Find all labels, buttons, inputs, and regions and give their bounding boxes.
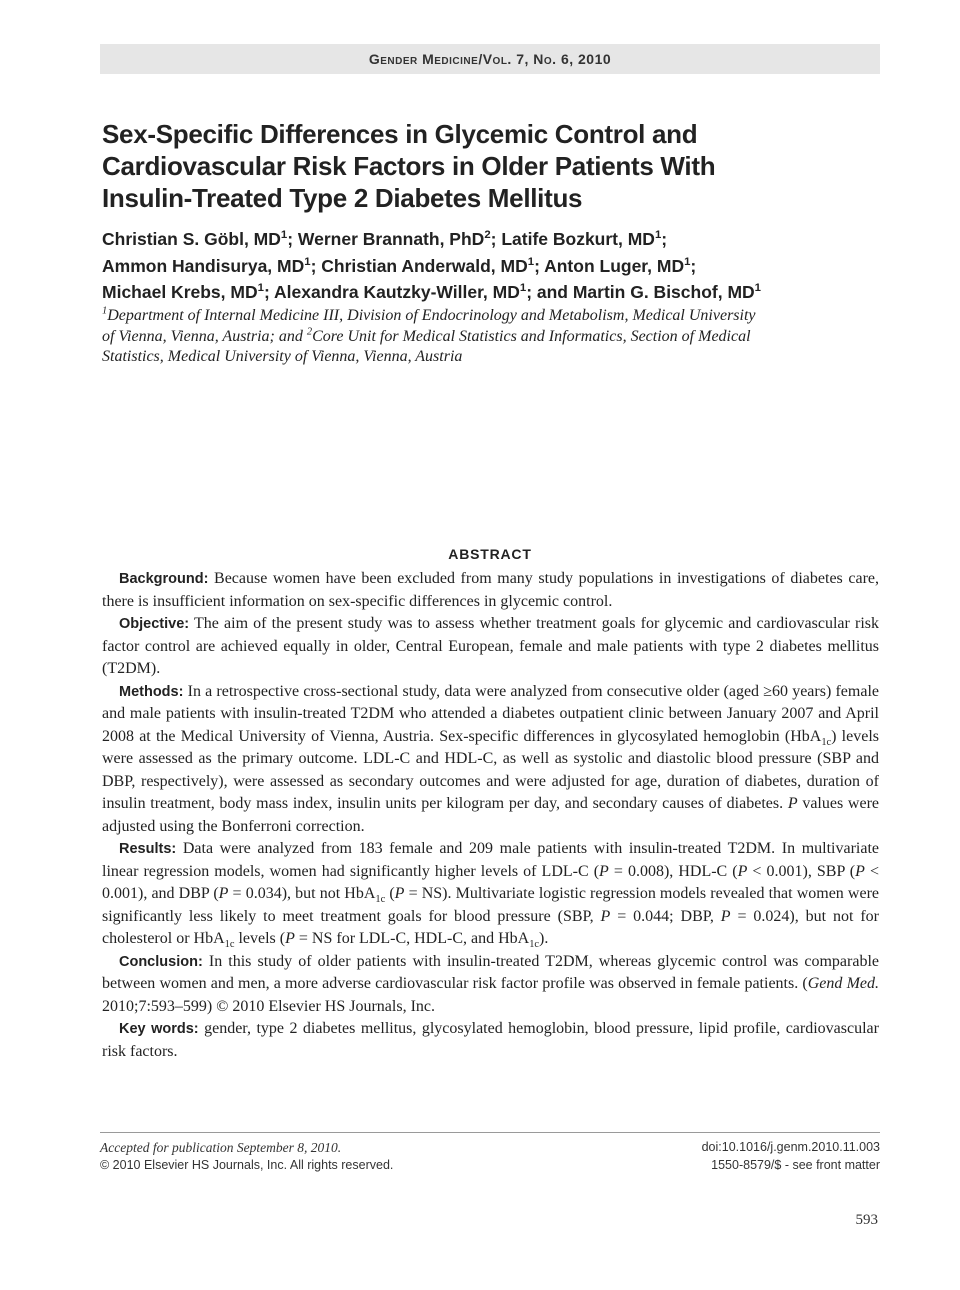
page-number: 593 (855, 1212, 878, 1228)
author-line (102, 279, 882, 306)
section-text: = NS). Multivariate logistic regression models revealed that women were significantly less likely to meet treatment goals for blood pressure (SBP, (102, 885, 879, 925)
footer-right (702, 1139, 880, 1174)
affiliations (102, 306, 862, 368)
subscript: 1c (529, 939, 540, 951)
affiliation-line (102, 327, 862, 348)
title-line: Insulin-Treated Type 2 Diabetes Mellitus (102, 183, 583, 213)
p-symbol: P (218, 885, 229, 902)
section-text: In a retrospective cross-sectional study, data were analyzed from consecutive older (aged ≥60 years) female and male patients with insulin-treated T2DM who attended a diabetes outpatient clinic between January 2007 and April 2008 at the Medical University of Vienna, Austria. Sex-specific differences in glycosylated hemoglobin (HbA (102, 682, 879, 745)
section-text: = NS for LDL-C, HDL-C, and HbA (294, 930, 530, 947)
section-text: = 0.044; DBP, (610, 907, 721, 925)
subscript: 1c (224, 939, 235, 951)
subscript: 1c (821, 736, 832, 748)
section-text: < 0.001), and DBP ( (102, 862, 879, 902)
affiliation-mark: 1 (754, 282, 761, 295)
affiliation-mark: 1 (684, 255, 691, 268)
author: ; Alexandra Kautzky-Willer, MD (263, 282, 520, 302)
journal-abbrev: Gend Med. (807, 975, 880, 992)
section-text: ). (539, 930, 549, 947)
affiliation-mark: 1 (102, 305, 108, 317)
author: Christian S. Göbl, MD (102, 229, 281, 249)
section-text: ( (385, 885, 395, 902)
section-text: Because women have been excluded from many study populations in investigations of diabetes care, there is insufficient information on sex-specific differences in glycemic control. (102, 570, 879, 610)
section-text: ) levels were assessed as the primary outcome. LDL-C and HDL-C, as well as systolic and diastolic blood pressure (SBP and DBP, respectively), were assessed as secondary outcomes and were adjusted for age, duration of diabetes, duration of insulin treatment, body mass index, insulin units per kilogram per day, and secondary causes of diabetes. (102, 727, 879, 812)
author: Michael Krebs, MD (102, 282, 258, 302)
affiliation-mark: 1 (527, 255, 535, 268)
accepted-date: Accepted for publication September 8, 2010. (100, 1140, 342, 1155)
section-label: Background: (119, 571, 209, 587)
separator: ; (690, 255, 697, 276)
affiliation-mark: 2 (484, 229, 491, 242)
section-text: Data were analyzed from 183 female and 209 male patients with insulin-treated T2DM. In multivariate linear regression models, women had significantly higher levels of LDL-C ( (102, 840, 880, 880)
author: ; Christian Anderwald, MD (310, 255, 528, 276)
p-symbol: P (600, 907, 611, 925)
author: ; Werner Brannath, PhD (287, 229, 485, 249)
section-text: = 0.008), HDL-C ( (608, 862, 738, 880)
section-label: Objective: (119, 616, 190, 632)
section-text: The aim of the present study was to assess whether treatment goals for glycemic and cardiovascular risk factor control are achieved equally in older, Central European, female and male patients with type 2 diabetes mellitus (T2DM). (102, 615, 879, 677)
copyright-notice: © 2010 Elsevier HS Journals, Inc. All rights reserved. (100, 1157, 394, 1172)
affiliation-mark: 1 (519, 282, 527, 295)
section-label: Key words: (119, 1021, 199, 1037)
separator: ; (661, 229, 668, 249)
affiliation-line (102, 306, 862, 327)
affiliation-text: Department of Internal Medicine III, Division of Endocrinology and Metabolism, Medical University (107, 307, 756, 324)
abstract-keywords (102, 1018, 879, 1063)
p-symbol: P (737, 862, 748, 880)
subscript: 1c (375, 894, 386, 906)
section-label: Results: (119, 841, 177, 857)
section-text: < 0.001), SBP ( (747, 862, 856, 880)
section-text: 2010;7:593–599) © 2010 Elsevier HS Journals, Inc. (102, 997, 436, 1015)
p-symbol: P (285, 930, 295, 947)
section-text: = 0.034), but not HbA (228, 885, 376, 902)
affiliation-text: of Vienna, Vienna, Austria; and (102, 327, 307, 345)
affiliation-mark: 1 (304, 255, 311, 268)
affiliation-mark: 2 (306, 326, 313, 338)
affiliation-line: Statistics, Medical University of Vienna, Vienna, Austria (102, 348, 463, 365)
affiliation-text: Core Unit for Medical Statistics and Informatics, Section of Medical (312, 327, 751, 345)
p-symbol: P (787, 795, 798, 812)
abstract-background (102, 568, 879, 613)
affiliation-mark: 1 (654, 229, 662, 242)
p-symbol: P (720, 907, 731, 925)
p-symbol: P (855, 862, 865, 880)
footer-left (100, 1139, 393, 1174)
title-line: Cardiovascular Risk Factors in Older Patients With (102, 151, 716, 181)
footer-divider (100, 1132, 880, 1133)
author: ; and Martin G. Bischof, MD (526, 282, 755, 302)
author-line (102, 253, 882, 280)
author: ; Latife Bozkurt, MD (490, 229, 655, 249)
author-line (102, 226, 882, 253)
abstract-conclusion (102, 951, 879, 1019)
journal-citation: Gender Medicine/Vol. 7, No. 6, 2010 (368, 51, 612, 67)
keywords-text: gender, type 2 diabetes mellitus, glycosylated hemoglobin, blood pressure, lipid profile, cardiovascular risk factors. (102, 1020, 879, 1060)
author: Ammon Handisurya, MD (102, 255, 305, 276)
title-line: Sex-Specific Differences in Glycemic Control and (102, 119, 698, 149)
section-text: levels ( (234, 930, 286, 947)
abstract-heading: ABSTRACT (448, 546, 532, 562)
abstract-body (102, 568, 879, 1063)
doi: doi:10.1016/j.genm.2010.11.003 (701, 1140, 880, 1154)
section-text: In this study of older patients with insulin-treated T2DM, whereas glycemic control was comparable between women and men, a more adverse cardiovascular risk factor profile was observed in female patients. ( (102, 952, 880, 992)
section-text: values were adjusted using the Bonferroni correction. (102, 795, 880, 835)
p-symbol: P (394, 885, 405, 902)
author: ; Anton Luger, MD (534, 255, 685, 276)
issn: 1550-8579/$ - see front matter (711, 1157, 880, 1172)
p-symbol: P (599, 862, 609, 880)
affiliation-mark: 1 (257, 282, 264, 295)
journal-header (100, 44, 880, 74)
section-text: = 0.024), but not for cholesterol or HbA (102, 907, 879, 947)
section-label: Conclusion: (119, 953, 203, 970)
article-title (102, 118, 862, 214)
abstract-results (102, 838, 879, 951)
author-list (102, 226, 882, 306)
abstract-objective (102, 613, 879, 681)
affiliation-mark: 1 (280, 229, 288, 242)
abstract-methods (102, 681, 879, 839)
section-label: Methods: (119, 683, 184, 700)
